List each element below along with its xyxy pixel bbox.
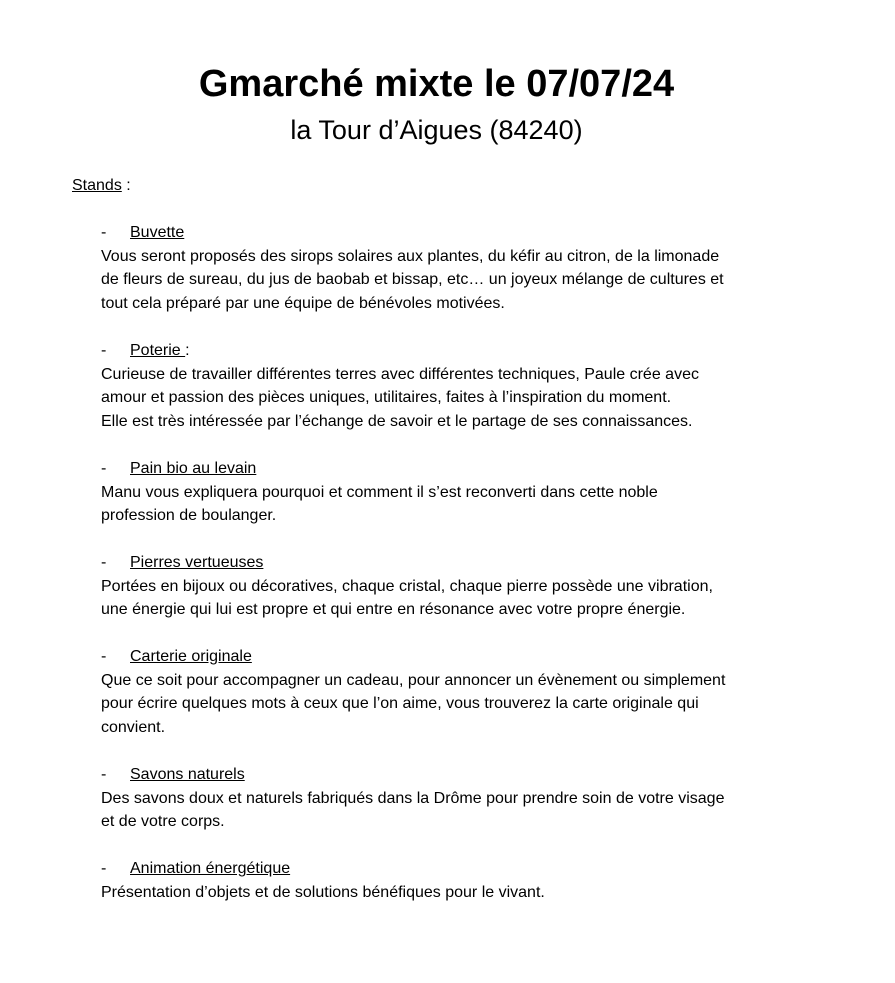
- stand-name: Pierres vertueuses: [130, 554, 264, 571]
- description-line: tout cela préparé par une équipe de bénévoles motivées.: [101, 294, 505, 312]
- stand-name-colon: :: [185, 342, 190, 359]
- stand-description: [101, 363, 831, 434]
- stand-name: Carterie originale: [130, 648, 252, 665]
- stand-item: [101, 551, 831, 622]
- description-line: Vous seront proposés des sirops solaires aux plantes, du kéfir au citron, de la limonade: [101, 247, 720, 265]
- page-subtitle: la Tour d’Aigues (84240): [290, 115, 583, 145]
- bullet-dash: -: [101, 860, 107, 877]
- stand-description: [101, 881, 831, 905]
- description-line: Des savons doux et naturels fabriqués dans la Drôme pour prendre soin de votre visage: [101, 789, 725, 807]
- description-line: une énergie qui lui est propre et qui entre en résonance avec votre propre énergie.: [101, 601, 686, 618]
- stand-header: [101, 339, 831, 363]
- stand-description: [101, 669, 831, 740]
- bullet-dash: -: [101, 648, 107, 665]
- stand-description: [101, 575, 831, 622]
- description-line: profession de boulanger.: [101, 507, 277, 524]
- description-line: Elle est très intéressée par l’échange de savoir et le partage de ses connaissances.: [101, 412, 693, 430]
- description-line: Portées en bijoux ou décoratives, chaque cristal, chaque pierre possède une vibration,: [101, 577, 713, 595]
- stand-item: [101, 857, 831, 904]
- stand-header: [101, 457, 831, 481]
- stand-item: [101, 645, 831, 739]
- description-line: Manu vous expliquera pourquoi et comment il s’est reconverti dans cette noble: [101, 483, 658, 501]
- stand-header: [101, 857, 831, 881]
- stands-heading-colon: :: [121, 177, 131, 194]
- stand-name: Poterie: [130, 342, 186, 359]
- stands-heading-label: Stands: [72, 177, 122, 194]
- page-title: Gmarché mixte le 07/07/24: [198, 63, 675, 105]
- bullet-dash: -: [101, 554, 107, 571]
- stand-name: Pain bio au levain: [130, 460, 257, 477]
- stand-name: Buvette: [130, 224, 185, 241]
- stand-item: [101, 221, 831, 315]
- stand-item: [101, 339, 831, 433]
- stand-item: [101, 457, 831, 528]
- stand-header: [101, 221, 831, 245]
- bullet-dash: -: [101, 460, 107, 477]
- stand-description: [101, 245, 831, 316]
- stand-description: [101, 481, 831, 528]
- bullet-dash: -: [101, 342, 107, 359]
- description-line: Que ce soit pour accompagner un cadeau, pour annoncer un évènement ou simplement: [101, 671, 726, 689]
- description-line: et de votre corps.: [101, 813, 225, 830]
- stand-name: Animation énergétique: [130, 860, 291, 877]
- stand-header: [101, 763, 831, 787]
- stand-header: [101, 645, 831, 669]
- stand-item: [101, 763, 831, 834]
- stand-name: Savons naturels: [130, 766, 245, 783]
- description-line: Présentation d’objets et de solutions bénéfiques pour le vivant.: [101, 883, 545, 901]
- description-line: Curieuse de travailler différentes terres avec différentes techniques, Paule crée avec: [101, 365, 699, 383]
- description-line: pour écrire quelques mots à ceux que l’on aime, vous trouverez la carte originale qui: [101, 695, 699, 712]
- description-line: convient.: [101, 718, 166, 736]
- bullet-dash: -: [101, 766, 107, 783]
- stands-heading: [72, 174, 131, 198]
- bullet-dash: -: [101, 224, 107, 241]
- stand-description: [101, 787, 831, 834]
- description-line: amour et passion des pièces uniques, utilitaires, faites à l’inspiration du moment.: [101, 389, 672, 406]
- description-line: de fleurs de sureau, du jus de baobab et bissap, etc… un joyeux mélange de cultures et: [101, 271, 724, 288]
- stand-name-wrapper: [130, 339, 190, 363]
- stand-header: [101, 551, 831, 575]
